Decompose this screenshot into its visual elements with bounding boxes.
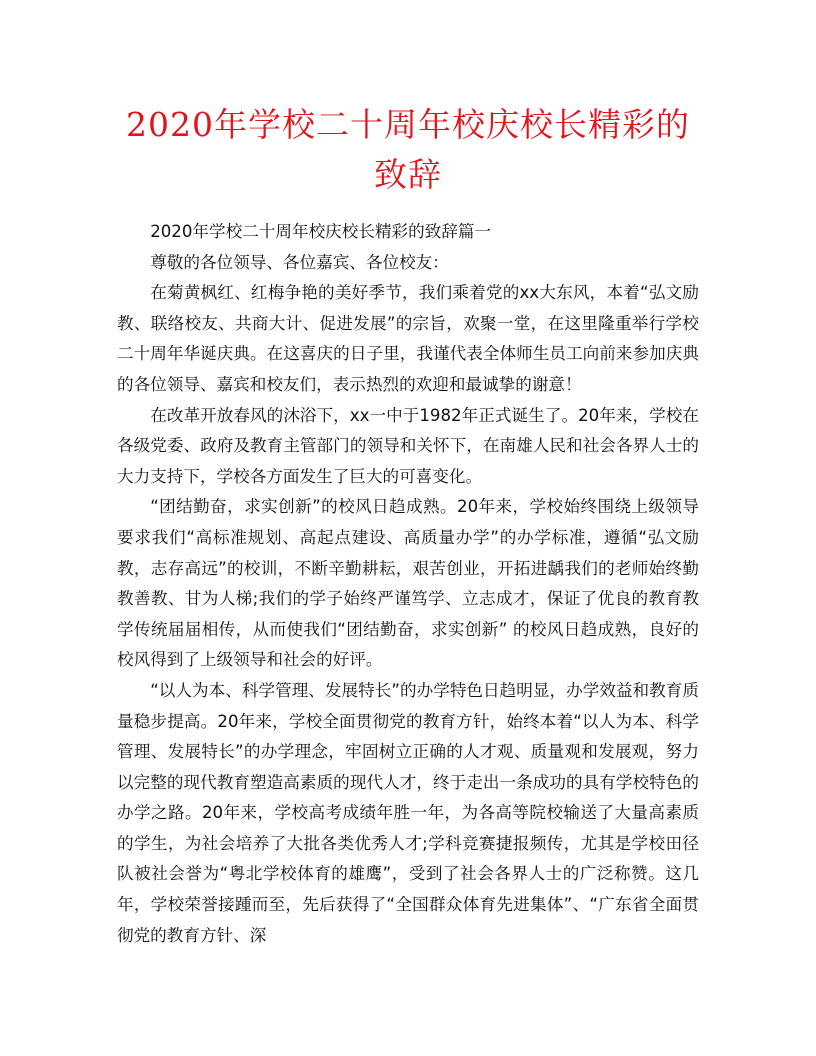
paragraph-salutation: 尊敬的各位领导、各位嘉宾、各位校友： bbox=[150, 252, 449, 272]
paragraph: 在改革开放春风的沐浴下，xx一中于1982年正式诞生了。20年来，学校在各级党委、政府及教育主管部门的领导和关怀下，在南雄人民和社会各界人士的大力支持下，学校各方面发生了巨大的可喜变化。 bbox=[117, 405, 699, 486]
document-title: 2020年学校二十周年校庆校长精彩的致辞 bbox=[126, 105, 690, 194]
paragraph: 在菊黄枫红、红梅争艳的美好季节，我们乘着党的xx大东风，本着“弘文励教、联络校友、共商大计、促进发展”的宗旨，欢聚一堂，在这里隆重举行学校二十周年华诞庆典。在这喜庆的日子里，我谨代表全体师生员工向前来参加庆典的各位领导、嘉宾和校友们，表示热烈的欢迎和最诚挚的谢意！ bbox=[117, 283, 699, 394]
document-body bbox=[117, 217, 699, 951]
paragraph: “以人为本、科学管理、发展特长”的办学特色日趋明显，办学效益和教育质量稳步提高。20年来，学校全面贯彻党的教育方针，始终本着“以人为本、科学管理、发展特长”的办学理念，牢固树立正确的人才观、质量观和发展观，努力以完整的现代教育塑造高素质的现代人才，终于走出一条成功的具有学校特色的办学之路。20年来，学校高考成绩年胜一年，为各高等院校输送了大量高素质的学生，为社会培养了大批各类优秀人才;学科竞赛捷报频传，尤其是学校田径队被社会誉为“粤北学校体育的雄鹰”，受到了社会各界人士的广泛称赞。这几年，学校荣誉接踵而至，先后获得了“全国群众体育先进集体”、“广东省全面贯彻党的教育方针、深 bbox=[117, 680, 699, 945]
paragraph: “团结勤奋，求实创新”的校风日趋成熟。20年来，学校始终围绕上级领导要求我们“高标准规划、高起点建设、高质量办学”的办学标准，遵循“弘文励教，志存高远”的校训，不断辛勤耕耘，艰苦创业，开拓进龋我们的老师始终勤教善教、甘为人梯;我们的学子始终严谨笃学、立志成才，保证了优良的教育教学传统届届相传，从而使我们“团结勤奋，求实创新” 的校风日趋成熟，良好的校风得到了上级领导和社会的好评。 bbox=[117, 497, 699, 670]
paragraph-heading: 2020年学校二十周年校庆校长精彩的致辞篇一 bbox=[150, 222, 492, 241]
